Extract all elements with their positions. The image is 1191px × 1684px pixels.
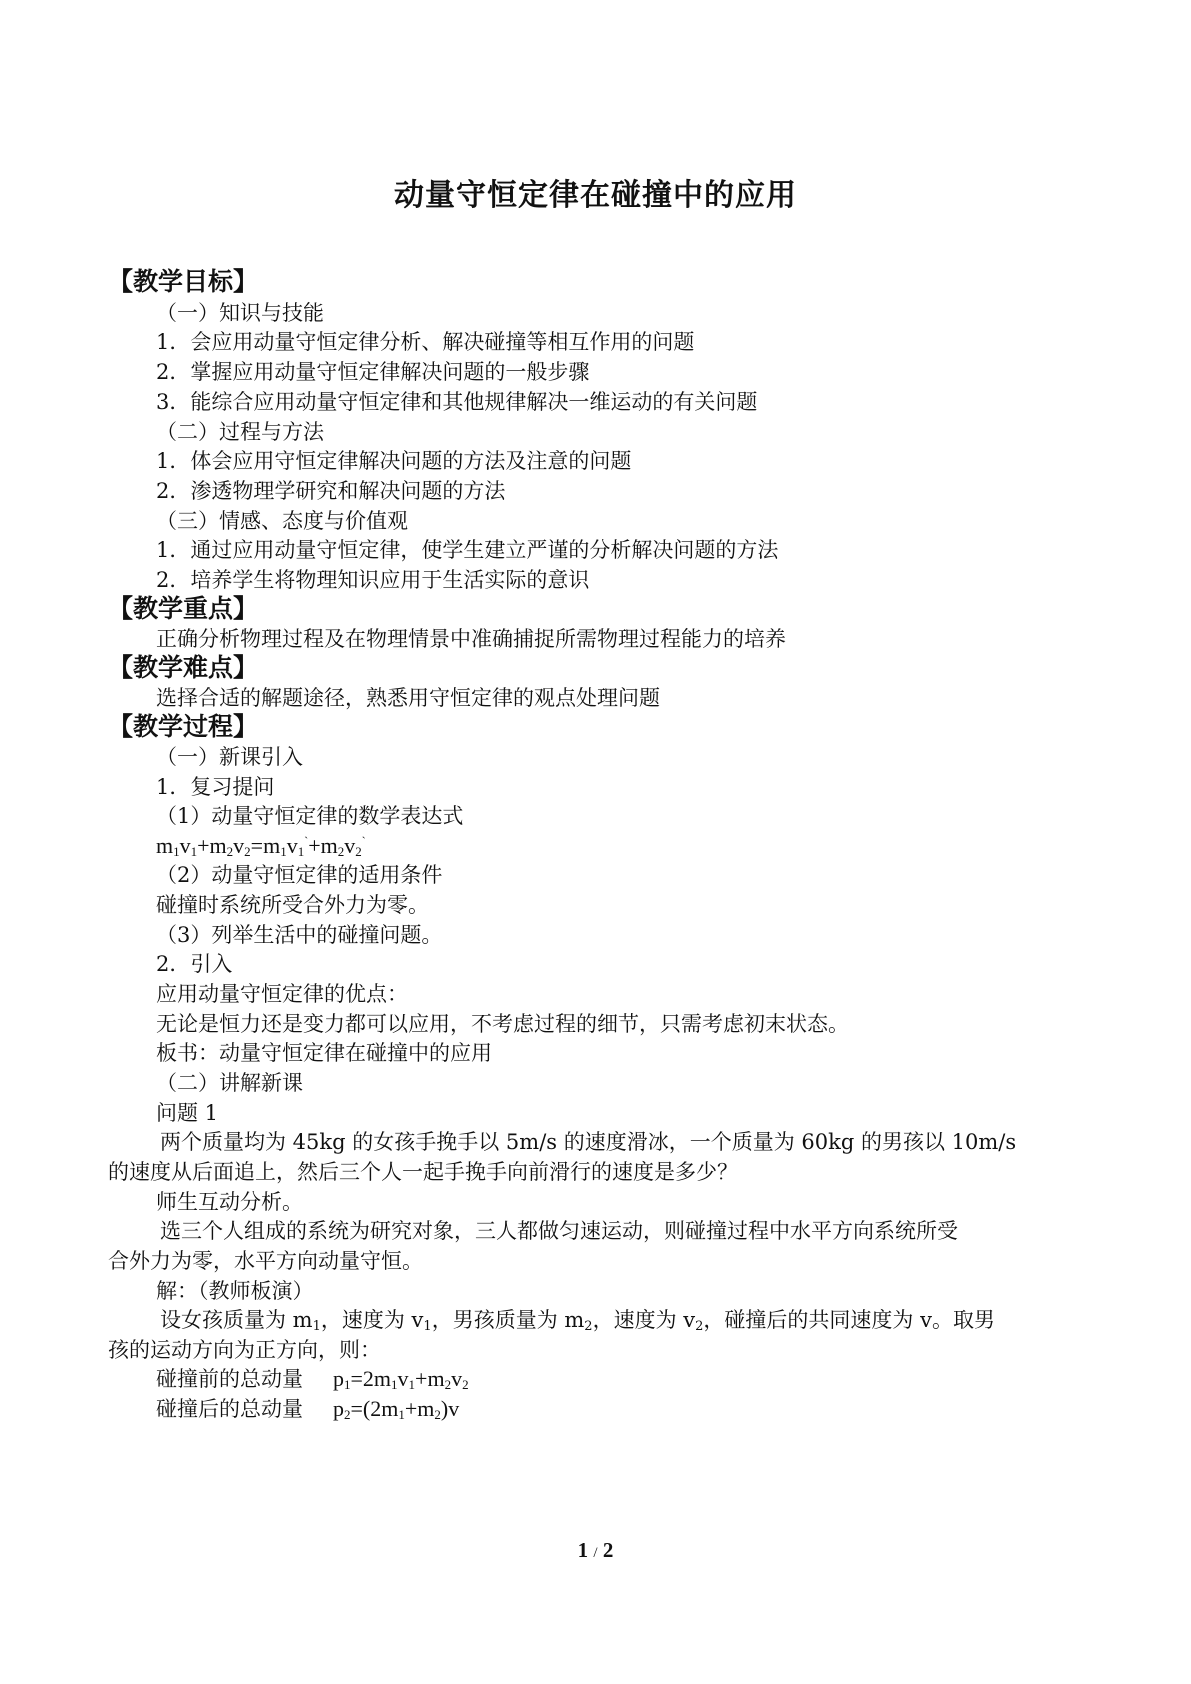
process-line: （1）动量守恒定律的数学表达式: [156, 804, 464, 828]
heading-teaching-goals: 【教学目标】: [108, 267, 259, 296]
momentum-before: 碰撞前的总动量 $p_1=2m_1v_1+m_2v_2$: [156, 1366, 469, 1392]
process-line: （3）列举生活中的碰撞问题。: [156, 923, 443, 947]
difficult-points-text: 选择合适的解题途径，熟悉用守恒定律的观点处理问题: [156, 686, 660, 710]
heading-teaching-process: 【教学过程】: [108, 712, 259, 741]
process-line: 师生互动分析。: [156, 1190, 303, 1214]
process-subheading-2: （二）讲解新课: [156, 1071, 303, 1095]
solution-text: 设女孩质量为 $m_1$，速度为 $v_1$，男孩质量为 $m_2$，速度为 $v_2$，碰撞后的共同速度为 v。取男: [160, 1308, 995, 1334]
goal-item: 1．会应用动量守恒定律分析、解决碰撞等相互作用的问题: [156, 330, 695, 354]
goal-subheading-2: （二）过程与方法: [156, 420, 324, 444]
heading-key-points: 【教学重点】: [108, 594, 259, 623]
process-line: 应用动量守恒定律的优点：: [156, 982, 408, 1006]
goal-item: 2．掌握应用动量守恒定律解决问题的一般步骤: [156, 360, 590, 384]
goal-item: 2．渗透物理学研究和解决问题的方法: [156, 479, 506, 503]
momentum-formula: $m_1v_1+m_2v_2=m_1v_1^`+m_2v_2^`$: [156, 833, 366, 859]
heading-difficult-points: 【教学难点】: [108, 653, 259, 682]
key-points-text: 正确分析物理过程及在物理情景中准确捕捉所需物理过程能力的培养: [156, 627, 786, 651]
goal-item: 3．能综合应用动量守恒定律和其他规律解决一维运动的有关问题: [156, 390, 758, 414]
goal-subheading-3: （三）情感、态度与价值观: [156, 509, 408, 533]
process-line: 无论是恒力还是变力都可以应用，不考虑过程的细节，只需考虑初末状态。: [156, 1012, 849, 1036]
process-line: 解：（教师板演）: [156, 1279, 314, 1303]
momentum-after: 碰撞后的总动量 $p_2=(2m_1+m_2)v$: [156, 1396, 460, 1422]
solution-text: 孩的运动方向为正方向，则：: [108, 1338, 381, 1362]
process-subheading-1: （一）新课引入: [156, 745, 303, 769]
process-line: 2．引入: [156, 952, 233, 976]
problem-text: 的速度从后面追上，然后三个人一起手挽手向前滑行的速度是多少？: [108, 1160, 738, 1184]
analysis-text: 合外力为零，水平方向动量守恒。: [108, 1249, 423, 1273]
process-line: 碰撞时系统所受合外力为零。: [156, 893, 429, 917]
process-line: 板书：动量守恒定律在碰撞中的应用: [156, 1041, 492, 1065]
goal-subheading-1: （一）知识与技能: [156, 301, 324, 325]
goal-item: 2．培养学生将物理知识应用于生活实际的意识: [156, 568, 590, 592]
problem-label: 问题 1: [156, 1101, 219, 1125]
process-line: （2）动量守恒定律的适用条件: [156, 863, 443, 887]
goal-item: 1．体会应用守恒定律解决问题的方法及注意的问题: [156, 449, 632, 473]
problem-text: 两个质量均为 45kg 的女孩手挽手以 5m/s 的速度滑冰，一个质量为 60kg 的男孩以 10m/s: [160, 1130, 1017, 1154]
analysis-text: 选三个人组成的系统为研究对象，三人都做匀速运动，则碰撞过程中水平方向系统所受: [160, 1219, 958, 1243]
goal-item: 1．通过应用动量守恒定律，使学生建立严谨的分析解决问题的方法: [156, 538, 779, 562]
page-number: 1 / 2: [577, 1538, 614, 1562]
page-title: 动量守恒定律在碰撞中的应用: [394, 178, 797, 213]
process-line: 1．复习提问: [156, 775, 275, 799]
